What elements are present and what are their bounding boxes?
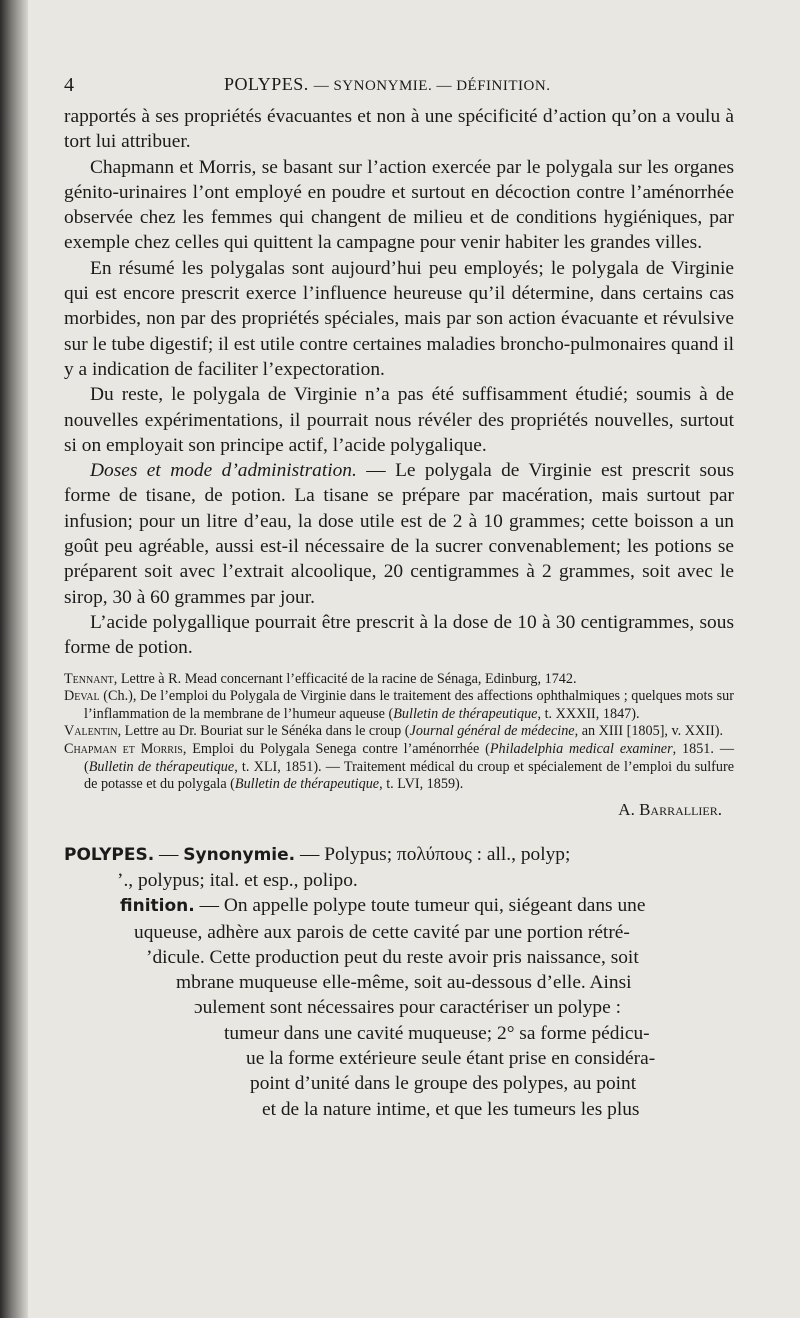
reference-title: Philadelphia medical examiner bbox=[489, 740, 673, 757]
reference-title: Journal général de médecine bbox=[409, 723, 575, 740]
running-header bbox=[64, 70, 734, 104]
reference-text: Lettre au Dr. Bouriat sur le Sénéka dans le croup ( bbox=[121, 723, 410, 740]
paragraph-3: En résumé les polygalas sont aujourd’hui peu employés; le polygala de Virginie qui est encore prescrit exerce l’influence heureuse qu’il détermine, dans certains cas morbides, non par des propriétés spéciales, mais par son action évacuante et révulsive sur le tube digestif; il est utile contre certaines maladies broncho-pulmonaires quand il y a indication de faciliter l’expectoration. bbox=[64, 257, 734, 380]
reference-text: , t. XLI, 1851). — Traitement médical du croup et spécialement de l’emploi du sulfure de potasse et du polygala ( bbox=[84, 758, 734, 793]
doses-heading: Doses et mode d’administration. bbox=[90, 460, 357, 482]
entry-line-9: ue la forme extérieure seule étant prise en considéra- bbox=[246, 1048, 656, 1070]
entry-line-7: ɔulement sont nécessaires pour caractériser un polype : bbox=[194, 997, 621, 1019]
paragraph-4: Du reste, le polygala de Virginie n’a pas été suffisamment étudié; soumis à de nouvelles expérimentations, il pourrait nous révéler des propriétés nouvelles, surtout si on employait son principe actif, l’acide polygalique. bbox=[64, 384, 734, 456]
reference-author: Deval bbox=[64, 688, 100, 705]
paragraph-1: rapportés à ses propriétés évacuantes et non à une spécificité d’action qu’on a voulu à tort lui attribuer. bbox=[64, 106, 734, 153]
doses-text: — Le polygala de Virginie est prescrit sous forme de tisane, de potion. La tisane se prépare par macération, mais surtout par infusion; pour un litre d’eau, la dose utile est de 2 à 10 grammes; cette boisson a un goût peu agréable, aussi est-il nécessaire de la sucrer convenablement; les potions se préparent soit avec l’extrait alcoolique, 20 centigrammes à 2 grammes, soit avec le sirop, 30 à 60 grammes par jour. bbox=[64, 460, 734, 608]
page-content bbox=[64, 70, 734, 1122]
definition-heading: finition. bbox=[120, 896, 195, 917]
reference-text: (Ch.), De l’emploi du Polygala de Virginie dans le traitement des affections ophthalmiques ; quelques mots sur l’inflammation de la membrane de l’humeur aqueuse ( bbox=[84, 688, 734, 722]
entry-heading: POLYPES. bbox=[64, 844, 155, 865]
entry-line-2: ’., polypus; ital. et esp., polipo. bbox=[117, 869, 358, 891]
reference-text: , 1851. — ( bbox=[84, 740, 735, 775]
signature bbox=[64, 800, 734, 820]
reference-entry bbox=[64, 688, 734, 723]
entry-line-3 bbox=[64, 893, 734, 919]
signature-initial: A. bbox=[618, 799, 635, 819]
entry-line-5: ’dicule. Cette production peut du reste avoir pris naissance, soit bbox=[146, 946, 639, 968]
entry-line-11: et de la nature intime, et que les tumeurs les plus bbox=[262, 1098, 640, 1120]
reference-title: Bulletin de thérapeutique bbox=[393, 705, 538, 722]
header-title-rest: — SYNONYMIE. — DÉFINITION. bbox=[313, 78, 551, 94]
reference-text: , an XIII [1805], v. XXII). bbox=[574, 723, 723, 740]
entry-line-8: tumeur dans une cavité muqueuse; 2° sa forme pédicu- bbox=[224, 1022, 650, 1044]
reference-title: Bulletin de thérapeutique bbox=[234, 776, 380, 793]
reference-entry bbox=[64, 741, 734, 794]
paragraph-6: L’acide polygallique pourrait être prescrit à la dose de 10 à 30 centigrammes, sous forme de potion. bbox=[64, 611, 734, 659]
bibliography bbox=[64, 671, 734, 794]
entry-dash: — bbox=[154, 843, 184, 865]
reference-entry bbox=[64, 671, 734, 689]
paragraph-doses bbox=[64, 458, 734, 610]
page-number: 4 bbox=[64, 74, 75, 96]
binding-shadow bbox=[0, 0, 28, 1318]
reference-text: Emploi du Polygala Senega contre l’aménorrhée ( bbox=[186, 740, 490, 757]
signature-name: Barrallier. bbox=[639, 799, 722, 819]
reference-title: Bulletin de thérapeutique bbox=[88, 758, 235, 775]
entry-line-4: uqueuse, adhère aux parois de cette cavité par une portion rétré- bbox=[134, 921, 630, 943]
header-title bbox=[224, 74, 550, 95]
reference-text: , t. XXXII, 1847). bbox=[537, 705, 640, 722]
entry-line-1 bbox=[64, 842, 734, 868]
reference-author: Tennant, bbox=[64, 670, 118, 687]
polypes-entry bbox=[64, 842, 734, 1122]
reference-author: Valentin, bbox=[64, 723, 122, 740]
entry-line-1-text: — Polypus; πολύπους : all., polyp; bbox=[295, 843, 571, 865]
reference-entry bbox=[64, 723, 734, 741]
header-title-main: POLYPES. bbox=[224, 74, 309, 94]
entry-line-10: point d’unité dans le groupe des polypes, au point bbox=[250, 1073, 637, 1095]
synonymie-heading: Synonymie. bbox=[183, 844, 296, 865]
reference-author: Chapman et Morris, bbox=[64, 740, 187, 757]
paragraph-2: Chapmann et Morris, se basant sur l’action exercée par le polygala sur les organes génito-urinaires l’ont employé en poudre et surtout en décoction contre l’aménorrhée observée chez les femmes qui changent de milieu et de conditions hygiéniques, par exemple chez celles qui quittent la campagne pour venir habiter les grandes villes. bbox=[64, 156, 734, 254]
reference-text: Lettre à R. Mead concernant l’efficacité de la racine de Sénaga, Edinburg, 1742. bbox=[117, 670, 577, 687]
entry-line-3-text: — On appelle polype toute tumeur qui, siégeant dans une bbox=[194, 895, 646, 917]
entry-line-6: mbrane muqueuse elle-même, soit au-dessous d’elle. Ainsi bbox=[176, 972, 632, 994]
reference-text: , t. LVI, 1859). bbox=[379, 776, 464, 793]
